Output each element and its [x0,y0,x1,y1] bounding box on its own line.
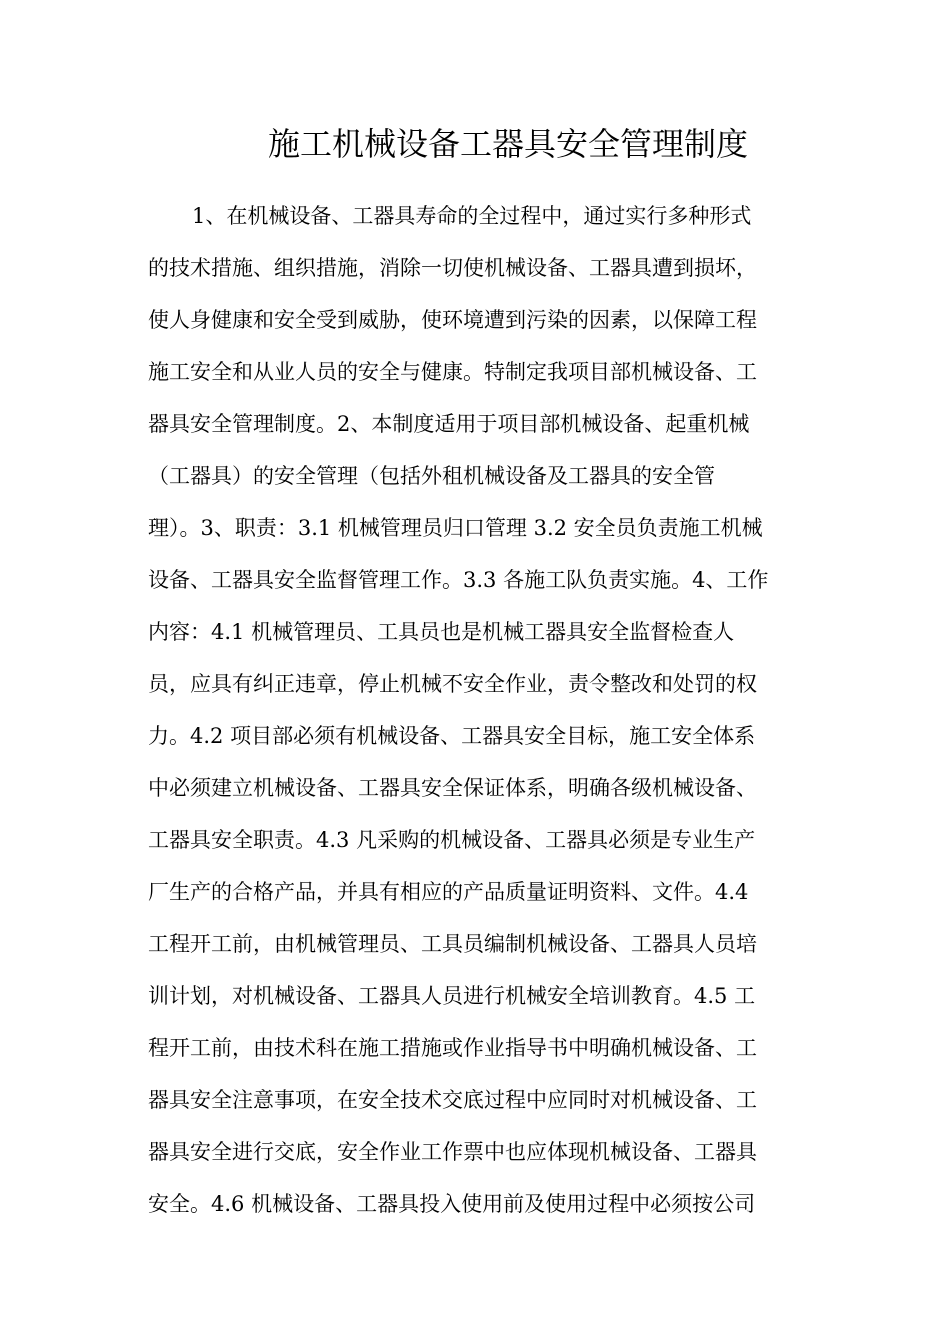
document-title: 施工机械设备工器具安全管理制度 [267,125,748,163]
body-line: 中必须建立机械设备、工器具安全保证体系，明确各级机械设备、 [148,776,757,800]
body-line: 内容：4.1 机械管理员、工具员也是机械工器具安全监督检查人 [148,620,735,644]
document-body [148,190,808,1230]
body-line: 力。4.2 项目部必须有机械设备、工器具安全目标，施工安全体系 [148,724,756,748]
body-line: 使人身健康和安全受到威胁，使环境遭到污染的因素，以保障工程 [148,308,757,332]
body-line: 1、在机械设备、工器具寿命的全过程中，通过实行多种形式 [192,204,752,228]
body-line: 工程开工前，由机械管理员、工具员编制机械设备、工器具人员培 [148,932,757,956]
body-line: 的技术措施、组织措施，消除一切使机械设备、工器具遭到损坏， [148,256,757,280]
body-line: 器具安全注意事项，在安全技术交底过程中应同时对机械设备、工 [148,1088,757,1112]
body-line: 员，应具有纠正违章，停止机械不安全作业，责令整改和处罚的权 [148,672,757,696]
body-line: 器具安全管理制度。2、本制度适用于项目部机械设备、起重机械 [148,412,750,436]
body-line: 施工安全和从业人员的安全与健康。特制定我项目部机械设备、工 [148,360,757,384]
body-line: 安全。4.6 机械设备、工器具投入使用前及使用过程中必须按公司 [148,1192,756,1216]
body-line: 工器具安全职责。4.3 凡采购的机械设备、工器具必须是专业生产 [148,828,756,852]
body-line: 程开工前，由技术科在施工措施或作业指导书中明确机械设备、工 [148,1036,757,1060]
body-line: （工器具）的安全管理（包括外租机械设备及工器具的安全管 [148,464,715,488]
body-line: 设备、工器具安全监督管理工作。3.3 各施工队负责实施。4、工作 [148,568,769,592]
body-line: 理）。3、职责：3.1 机械管理员归口管理 3.2 安全员负责施工机械 [148,516,763,540]
body-line: 训计划，对机械设备、工器具人员进行机械安全培训教育。4.5 工 [148,984,756,1008]
body-line: 厂生产的合格产品，并具有相应的产品质量证明资料、文件。4.4 [148,880,749,904]
body-line: 器具安全进行交底，安全作业工作票中也应体现机械设备、工器具 [148,1140,757,1164]
